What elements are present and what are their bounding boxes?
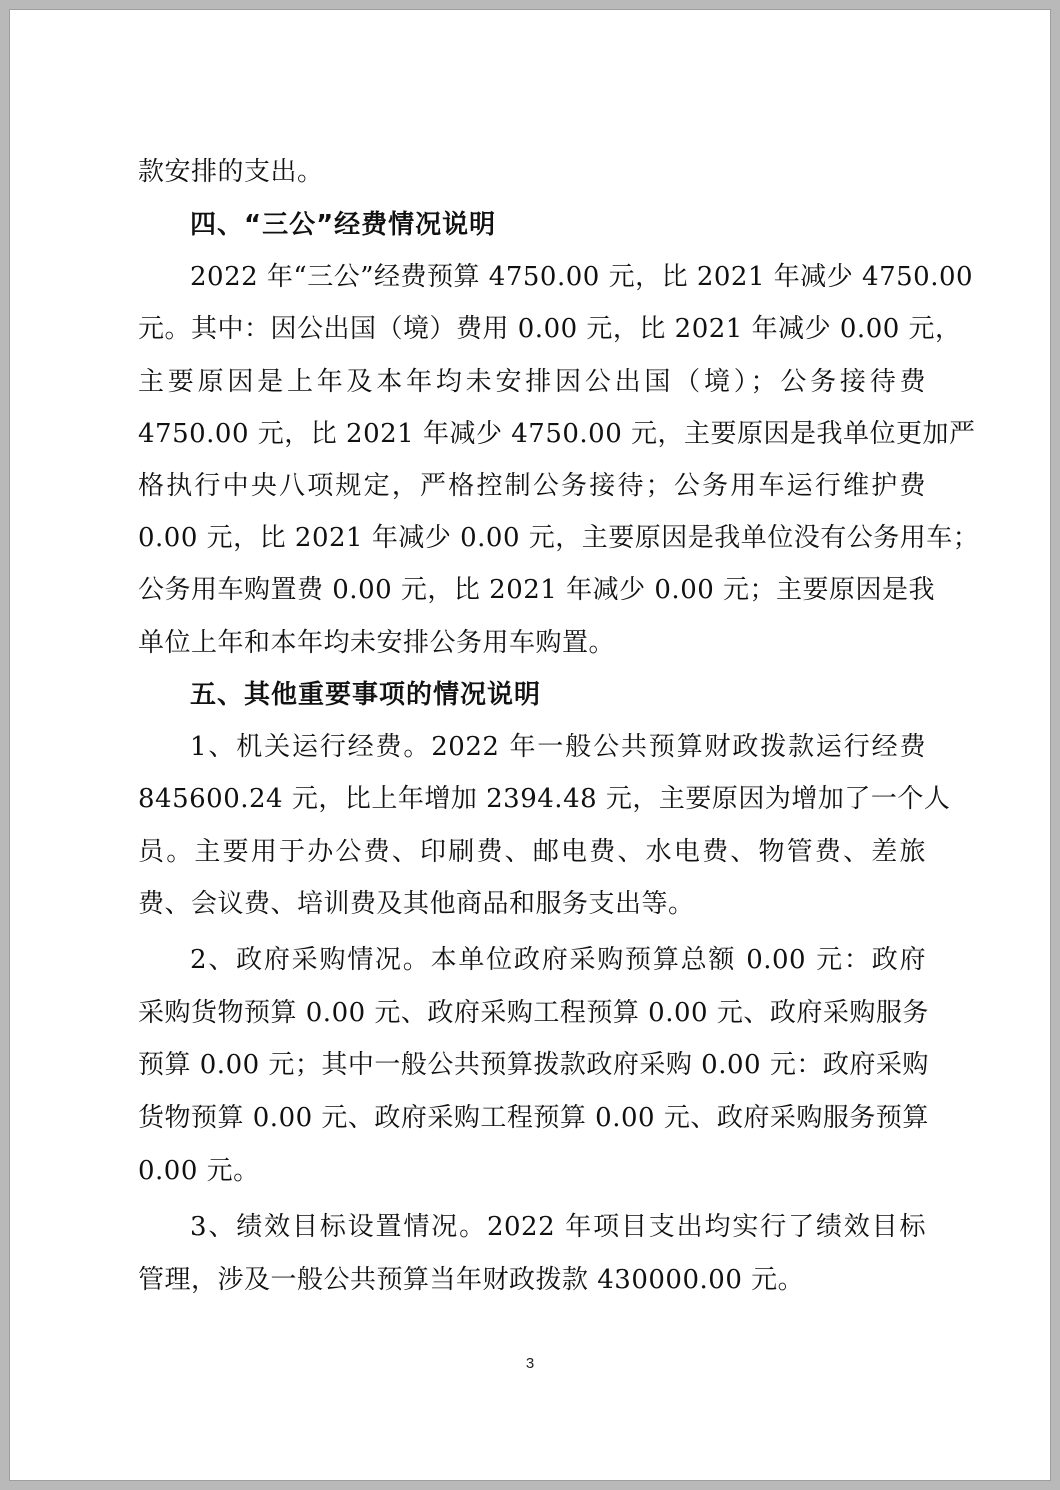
text-line: 费、会议费、培训费及其他商品和服务支出等。 xyxy=(138,889,695,919)
text-line: 4750.00 元，比 2021 年减少 4750.00 元，主要原因是我单位更加严 xyxy=(138,419,976,449)
text-line: 款安排的支出。 xyxy=(138,157,324,187)
text-line: 0.00 元，比 2021 年减少 0.00 元，主要原因是我单位没有公务用车； xyxy=(138,523,980,553)
document-page xyxy=(10,10,1050,1480)
text-line: 采购货物预算 0.00 元、政府采购工程预算 0.00 元、政府采购服务 xyxy=(138,998,929,1028)
text-line: 单位上年和本年均未安排公务用车购置。 xyxy=(138,628,616,658)
text-line: 元。其中：因公出国（境）费用 0.00 元，比 2021 年减少 0.00 元， xyxy=(138,314,962,344)
text-line: 货物预算 0.00 元、政府采购工程预算 0.00 元、政府采购服务预算 xyxy=(138,1103,929,1133)
text-line: 3、绩效目标设置情况。2022 年项目支出均实行了绩效目标 xyxy=(190,1212,926,1242)
text-line: 公务用车购置费 0.00 元，比 2021 年减少 0.00 元；主要原因是我 xyxy=(138,575,936,605)
text-line: 845600.24 元，比上年增加 2394.48 元，主要原因为增加了一个人 xyxy=(138,784,951,814)
text-line: 格执行中央八项规定，严格控制公务接待；公务用车运行维护费 xyxy=(138,471,926,501)
text-line: 管理，涉及一般公共预算当年财政拨款 430000.00 元。 xyxy=(138,1265,805,1295)
text-line: 2、政府采购情况。本单位政府采购预算总额 0.00 元：政府 xyxy=(190,945,926,975)
text-line: 0.00 元。 xyxy=(138,1156,260,1186)
text-line: 员。主要用于办公费、印刷费、邮电费、水电费、物管费、差旅 xyxy=(138,837,926,867)
text-line: 预算 0.00 元；其中一般公共预算拨款政府采购 0.00 元：政府采购 xyxy=(138,1050,929,1080)
text-line: 2022 年“三公”经费预算 4750.00 元，比 2021 年减少 4750.00 xyxy=(190,262,974,292)
page-number: 3 xyxy=(525,1355,535,1372)
text-line: 1、机关运行经费。2022 年一般公共预算财政拨款运行经费 xyxy=(190,732,926,762)
text-line: 主要原因是上年及本年均未安排因公出国（境）；公务接待费 xyxy=(138,367,926,397)
section-heading-four: 四、“三公”经费情况说明 xyxy=(190,210,497,240)
section-heading-five: 五、其他重要事项的情况说明 xyxy=(190,680,542,710)
